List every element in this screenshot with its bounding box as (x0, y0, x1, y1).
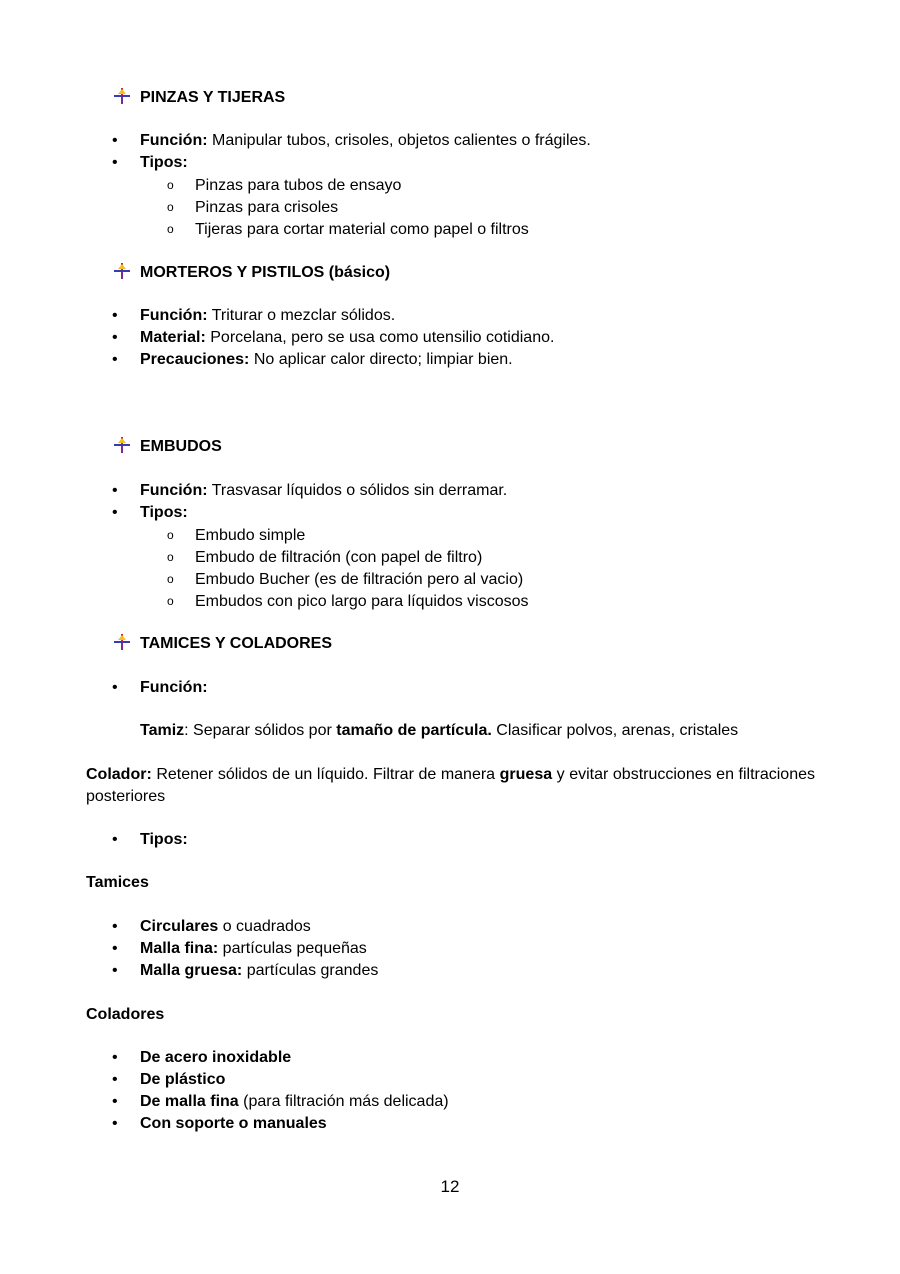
label: Tipos: (140, 504, 188, 521)
section-title: TAMICES Y COLADORES (140, 635, 333, 652)
bullet-icon: • (112, 918, 118, 935)
circle-bullet-icon: o (167, 594, 174, 608)
list-item (112, 502, 188, 524)
section-title: PINZAS Y TIJERAS (140, 89, 286, 106)
bullet-icon: • (112, 1049, 118, 1066)
section-title: EMBUDOS (140, 438, 222, 455)
label: De acero inoxidable (140, 1049, 292, 1066)
label: Función: (140, 679, 208, 696)
text: : Separar sólidos por (184, 722, 337, 739)
page-number: 12 (440, 1177, 460, 1196)
label: De plástico (140, 1071, 226, 1088)
circle-bullet-icon: o (167, 200, 174, 214)
list-item (112, 305, 395, 327)
label: Malla fina: (140, 940, 219, 957)
sub-list-item (167, 546, 482, 569)
bullet-icon: • (112, 1115, 118, 1132)
circle-bullet-icon: o (167, 572, 174, 586)
circle-bullet-icon: o (167, 222, 174, 236)
circle-bullet-icon: o (167, 178, 174, 192)
label: Función: (140, 132, 208, 149)
list-item (112, 677, 208, 699)
item-text: Embudo Bucher (es de filtración pero al vacio) (195, 571, 524, 588)
item-text: (para filtración más delicada) (238, 1093, 449, 1110)
list-item (112, 152, 188, 174)
bullet-icon: • (112, 831, 118, 848)
list-item (112, 1113, 327, 1135)
text: y evitar obstrucciones en filtraciones posteriores (86, 766, 816, 805)
item-text: Tijeras para cortar material como papel o filtros (195, 221, 529, 238)
section-heading-morteros (114, 262, 390, 284)
bullet-icon: • (112, 962, 118, 979)
sub-list-item (167, 218, 529, 241)
circle-bullet-icon: o (167, 550, 174, 564)
item-text: partículas grandes (242, 962, 379, 979)
sub-list-item (167, 196, 338, 219)
item-text: Pinzas para tubos de ensayo (195, 177, 402, 194)
label: Malla gruesa: (140, 962, 243, 979)
list-item (112, 327, 554, 349)
label: Tamiz (140, 722, 185, 739)
item-text: o cuadrados (218, 918, 311, 935)
circle-bullet-icon: o (167, 528, 174, 542)
bullet-icon: • (112, 1093, 118, 1110)
section-title: MORTEROS Y PISTILOS (básico) (140, 264, 391, 281)
item-text: Embudo simple (195, 527, 306, 544)
section-heading-embudos (114, 436, 222, 458)
bullet-icon: • (112, 132, 118, 149)
label: Función: (140, 307, 208, 324)
section-heading-tamices (114, 633, 332, 655)
bullet-icon: • (112, 504, 118, 521)
item-text: Embudos con pico largo para líquidos viscosos (195, 593, 529, 610)
section-heading-pinzas (114, 87, 285, 109)
item-text: No aplicar calor directo; limpiar bien. (249, 351, 513, 368)
heading-bullet-icon (114, 88, 130, 104)
label: Precauciones: (140, 351, 250, 368)
sub-list-item (167, 174, 401, 197)
list-item (112, 349, 513, 371)
sub-list-item (167, 590, 529, 613)
label: Función: (140, 482, 208, 499)
heading-bullet-icon (114, 263, 130, 279)
bullet-icon: • (112, 482, 118, 499)
colador-paragraph (86, 764, 815, 808)
sub-list-item (167, 524, 305, 547)
label: Con soporte o manuales (140, 1115, 327, 1132)
list-item (112, 960, 378, 982)
sub-list-item (167, 568, 523, 591)
item-text: Porcelana, pero se usa como utensilio cotidiano. (205, 329, 555, 346)
bullet-icon: • (112, 1071, 118, 1088)
bullet-icon: • (112, 351, 118, 368)
subheading-coladores: Coladores (86, 1006, 165, 1023)
bullet-icon: • (112, 940, 118, 957)
label: Tipos: (140, 154, 188, 171)
label: Colador: (86, 766, 152, 783)
label: Tipos: (140, 831, 188, 848)
item-text: Embudo de filtración (con papel de filtro) (195, 549, 483, 566)
list-item (112, 1091, 449, 1113)
heading-bullet-icon (114, 634, 130, 650)
tamiz-paragraph (140, 720, 738, 742)
label: Material: (140, 329, 206, 346)
list-item (112, 916, 311, 938)
bullet-icon: • (112, 307, 118, 324)
item-text: Pinzas para crisoles (195, 199, 339, 216)
emphasis: gruesa (499, 766, 553, 783)
item-text: Manipular tubos, crisoles, objetos calientes o frágiles. (207, 132, 591, 149)
list-item (112, 829, 188, 851)
bullet-icon: • (112, 329, 118, 346)
bullet-icon: • (112, 679, 118, 696)
list-item (112, 480, 507, 502)
item-text: partículas pequeñas (218, 940, 367, 957)
text: Clasificar polvos, arenas, cristales (491, 722, 739, 739)
bullet-icon: • (112, 154, 118, 171)
item-text: Trasvasar líquidos o sólidos sin derramar. (207, 482, 508, 499)
subheading-tamices: Tamices (86, 874, 149, 891)
list-item (112, 938, 367, 960)
heading-bullet-icon (114, 437, 130, 453)
label: Circulares (140, 918, 219, 935)
list-item (112, 130, 591, 152)
emphasis: tamaño de partícula. (336, 722, 492, 739)
item-text: Triturar o mezclar sólidos. (207, 307, 396, 324)
text: Retener sólidos de un líquido. Filtrar de manera (151, 766, 500, 783)
list-item (112, 1047, 291, 1069)
list-item (112, 1069, 225, 1091)
label: De malla fina (140, 1093, 239, 1110)
